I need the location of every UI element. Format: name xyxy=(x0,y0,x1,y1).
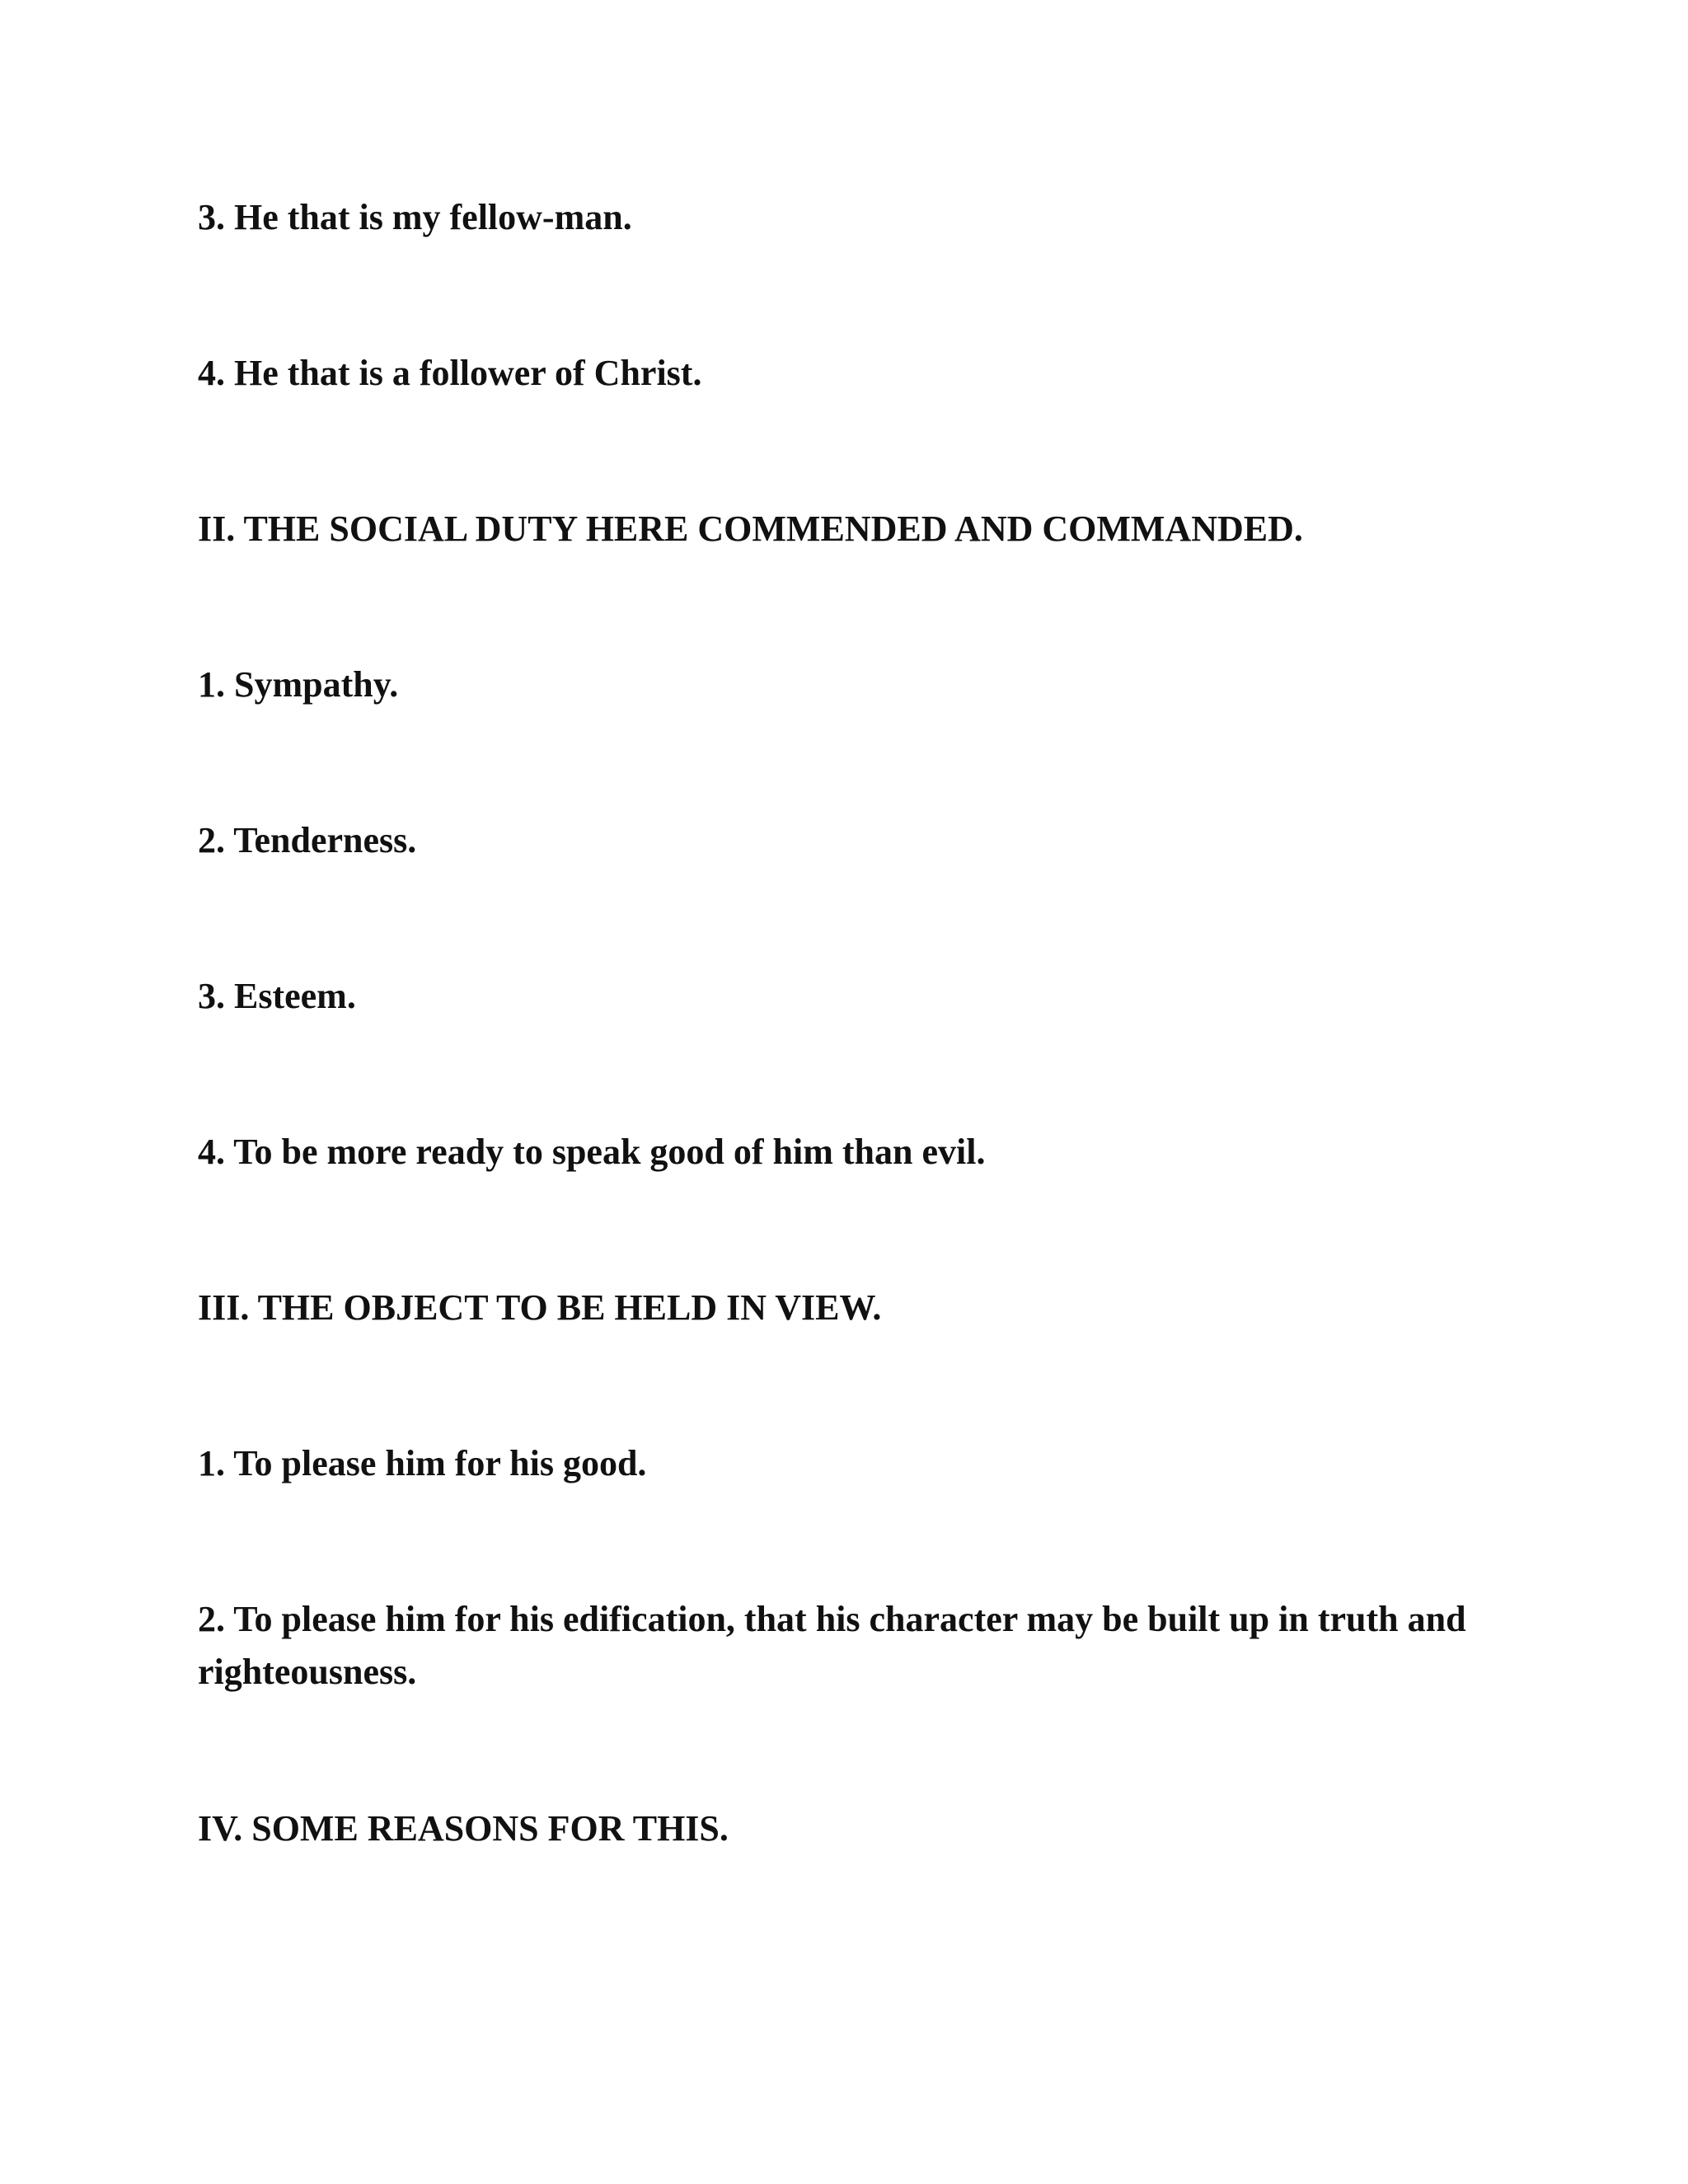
section-heading-iii: III. THE OBJECT TO BE HELD IN VIEW. xyxy=(198,1287,882,1328)
outline-item-2-please-for-edification: 2. To please him for his edification, that his character may be built up in truth and righteousness. xyxy=(198,1599,1466,1692)
outline-item-3-esteem: 3. Esteem. xyxy=(198,976,356,1016)
section-heading-iv: IV. SOME REASONS FOR THIS. xyxy=(198,1808,729,1849)
outline-item-2-tenderness: 2. Tenderness. xyxy=(198,820,417,860)
outline-item-4-follower-of-christ: 4. He that is a follower of Christ. xyxy=(198,353,702,393)
section-heading-ii: II. THE SOCIAL DUTY HERE COMMENDED AND COMMANDED. xyxy=(198,509,1303,549)
outline-item-4-speak-good: 4. To be more ready to speak good of him than evil. xyxy=(198,1132,986,1172)
outline-item-3-fellow-man: 3. He that is my fellow-man. xyxy=(198,197,632,237)
outline-item-1-please-for-good: 1. To please him for his good. xyxy=(198,1443,647,1483)
outline-item-1-sympathy: 1. Sympathy. xyxy=(198,664,399,705)
